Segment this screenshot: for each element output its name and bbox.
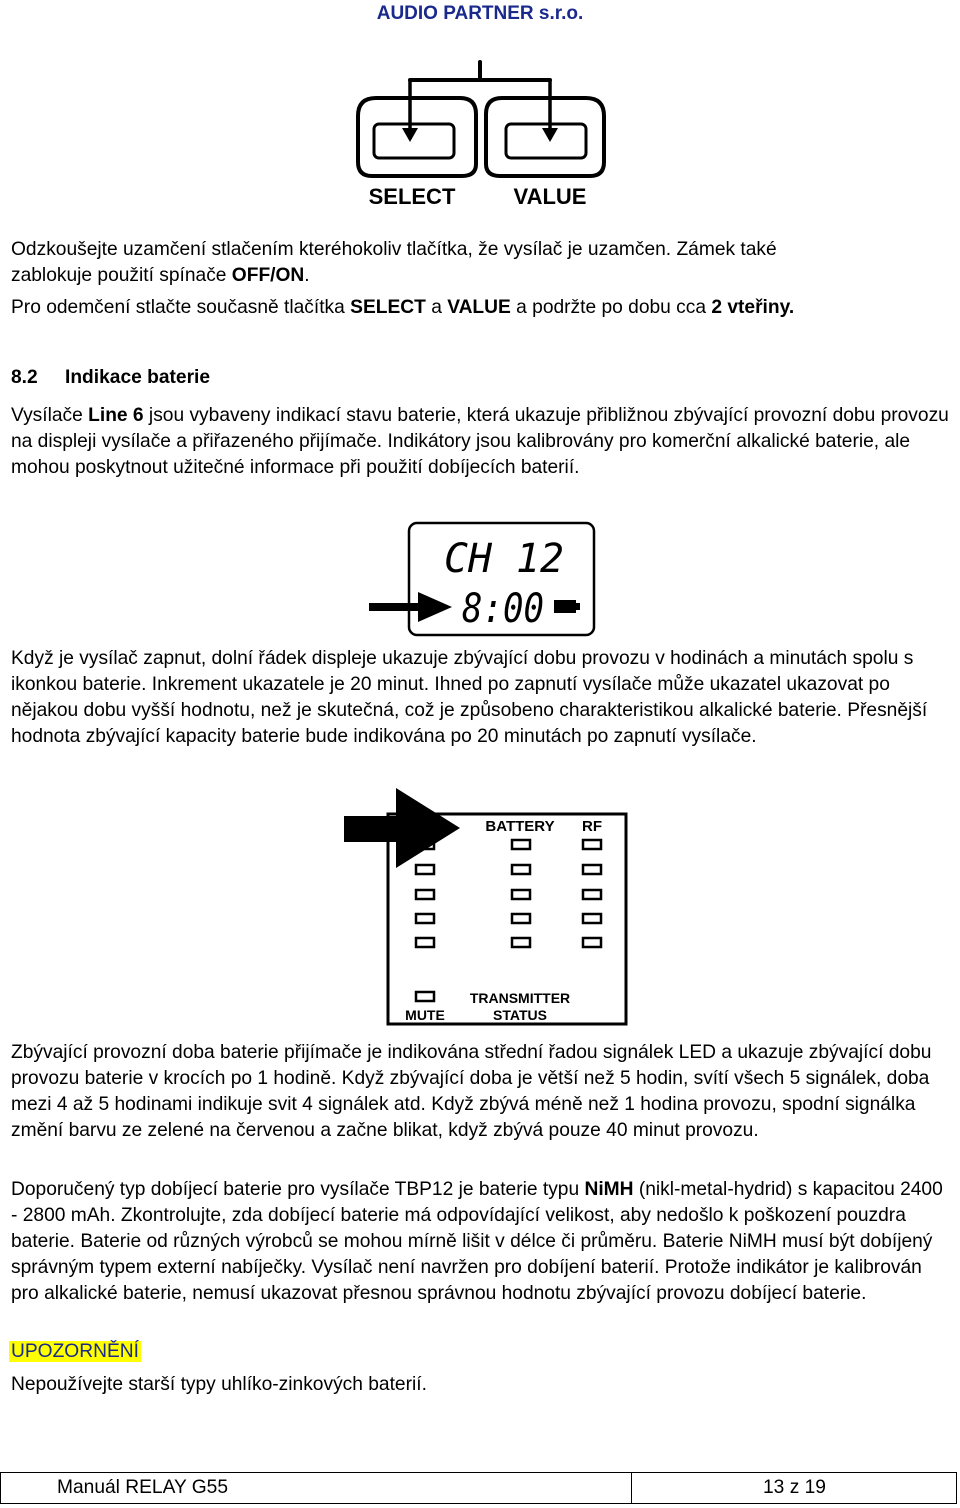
bold-text: VALUE xyxy=(447,297,511,318)
led-rf xyxy=(583,865,601,874)
text-run: a xyxy=(425,297,448,318)
text-run: . xyxy=(304,265,310,286)
led-rf xyxy=(583,914,601,923)
battery-icon xyxy=(554,600,580,613)
select-label: SELECT xyxy=(368,184,456,209)
arrow-down-icon xyxy=(542,128,558,142)
paragraph-line xyxy=(11,263,953,289)
led-left xyxy=(416,914,434,923)
bold-text: SELECT xyxy=(350,297,426,318)
text-run: Doporučený typ dobíjecí baterie pro vysílače TBP12 je baterie typu xyxy=(11,1179,585,1200)
company-name: AUDIO PARTNER s.r.o. xyxy=(376,3,584,24)
select-value-buttons-figure xyxy=(350,58,612,210)
bold-text: 2 vteřiny. xyxy=(711,297,795,318)
bold-text: Line 6 xyxy=(88,405,144,426)
rechargeable-battery-paragraph xyxy=(11,1177,953,1307)
text-run: Pro odemčení stlačte současně tlačítka xyxy=(11,297,351,318)
section-title: Indikace baterie xyxy=(65,367,211,388)
display-description-paragraph: Když je vysílač zapnut, dolní řádek displeje ukazuje zbývající dobu provozu v hodinách a minutách spolu s ikonkou baterie. Inkrement ukazatele je 20 minut. Ihned po zapnutí vysílače může ukazatel ukazovat po nějakou dobu vyšší hodnotu, než je skutečná, což je způsobeno charakteristikou alkalické baterie. Přesnější hodnota zbývající kapacity baterie bude indikována po 20 minutách po zapnutí vysílače. xyxy=(11,648,928,747)
arrow-right-icon xyxy=(344,788,460,868)
led-left xyxy=(416,938,434,947)
page-number: 13 z 19 xyxy=(631,1473,957,1503)
unlock-paragraph xyxy=(11,295,953,321)
paragraph-line: Odzkoušejte uzamčení stlačením kteréhokoliv tlačítka, že vysílač je uzamčen. Zámek také xyxy=(11,239,777,260)
section-number: 8.2 xyxy=(11,367,38,388)
text-run: zablokuje použití spínače xyxy=(11,265,232,286)
receiver-battery-paragraph: Zbývající provozní doba baterie přijímače je indikována střední řadou signálek LED a ukazuje zbývající dobu provozu baterie v krocích po 1 hodině. Když zbývající doba je větší než 5 hodin, svítí všech 5 signálek, doba mezi 4 až 5 hodinami indikuje svit 4 signálek atd. Když zbývá méně než 1 hodina provozu, spodní signálka změní barvu ze zelené na červenou a začne blikat, když zbývá pouze 40 minut provozu. xyxy=(11,1042,932,1141)
led-battery xyxy=(512,890,530,899)
value-label: VALUE xyxy=(513,184,587,209)
section-heading xyxy=(11,365,210,391)
transmitter-label: TRANSMITTER xyxy=(469,990,571,1006)
channel-readout: CH 12 xyxy=(444,536,564,582)
rf-column-label: RF xyxy=(582,818,602,835)
led-rf xyxy=(583,840,601,849)
text-run: a podržte po dobu cca xyxy=(510,297,712,318)
bold-text: OFF/ON xyxy=(231,265,305,286)
battery-column-label: BATTERY xyxy=(485,818,555,835)
led-battery xyxy=(512,914,530,923)
receiver-panel-figure xyxy=(342,786,632,1028)
battery-intro-paragraph xyxy=(11,403,953,481)
final-note-paragraph: Nepoužívejte starší typy uhlíko-zinkových baterií. xyxy=(11,1374,427,1395)
warning-label: UPOZORNĚNÍ xyxy=(11,1341,139,1362)
warning-block xyxy=(9,1339,951,1365)
arrow-right-icon xyxy=(369,592,452,622)
text-run: Vysílače xyxy=(11,405,89,426)
led-left xyxy=(416,890,434,899)
bold-text: NiMH xyxy=(584,1179,634,1200)
led-battery xyxy=(512,938,530,947)
text-run: (nikl-metal-hydrid) s kapacitou 2400 - 2800 mAh. Zkontrolujte, zda dobíjecí baterie má odpovídající velikost, aby nedošlo k poškození pouzdra baterie. Baterie od různých výrobců se mohou mírně lišit v délce či průměru. Baterie NiMH musí být dobíjený správným typem externí nabíječky. Vysílač není navržen pro dobíjení baterií. Protože indikátor je kalibrován pro alkalické baterie, nemusí ukazovat přesnou správnou hodnotu zbývající provozu dobíjecí baterie. xyxy=(11,1179,943,1304)
led-battery xyxy=(512,865,530,874)
led-left xyxy=(416,865,434,874)
status-label: STATUS xyxy=(493,1007,547,1023)
led-indicators xyxy=(416,840,601,1001)
led-battery xyxy=(512,840,530,849)
mute-label: MUTE xyxy=(405,1007,445,1023)
transmitter-display-figure xyxy=(366,520,598,638)
lock-test-paragraph xyxy=(11,237,953,289)
led-rf xyxy=(583,938,601,947)
time-readout: 8:00 xyxy=(462,586,544,632)
page-footer xyxy=(0,1472,957,1504)
led-mute xyxy=(416,992,434,1001)
led-rf xyxy=(583,890,601,899)
text-run: jsou vybaveny indikací stavu baterie, která ukazuje přibližnou zbývající provozní dobu provozu na displeji vysílače a přiřazeného přijímače. Indikátory jsou kalibrovány pro komerční alkalické baterie, ale mohou poskytnout užitečné informace při použití dobíjecích baterií. xyxy=(11,405,949,478)
page-header xyxy=(0,2,960,26)
arrow-down-icon xyxy=(402,128,418,142)
manual-title: Manuál RELAY G55 xyxy=(57,1477,229,1498)
